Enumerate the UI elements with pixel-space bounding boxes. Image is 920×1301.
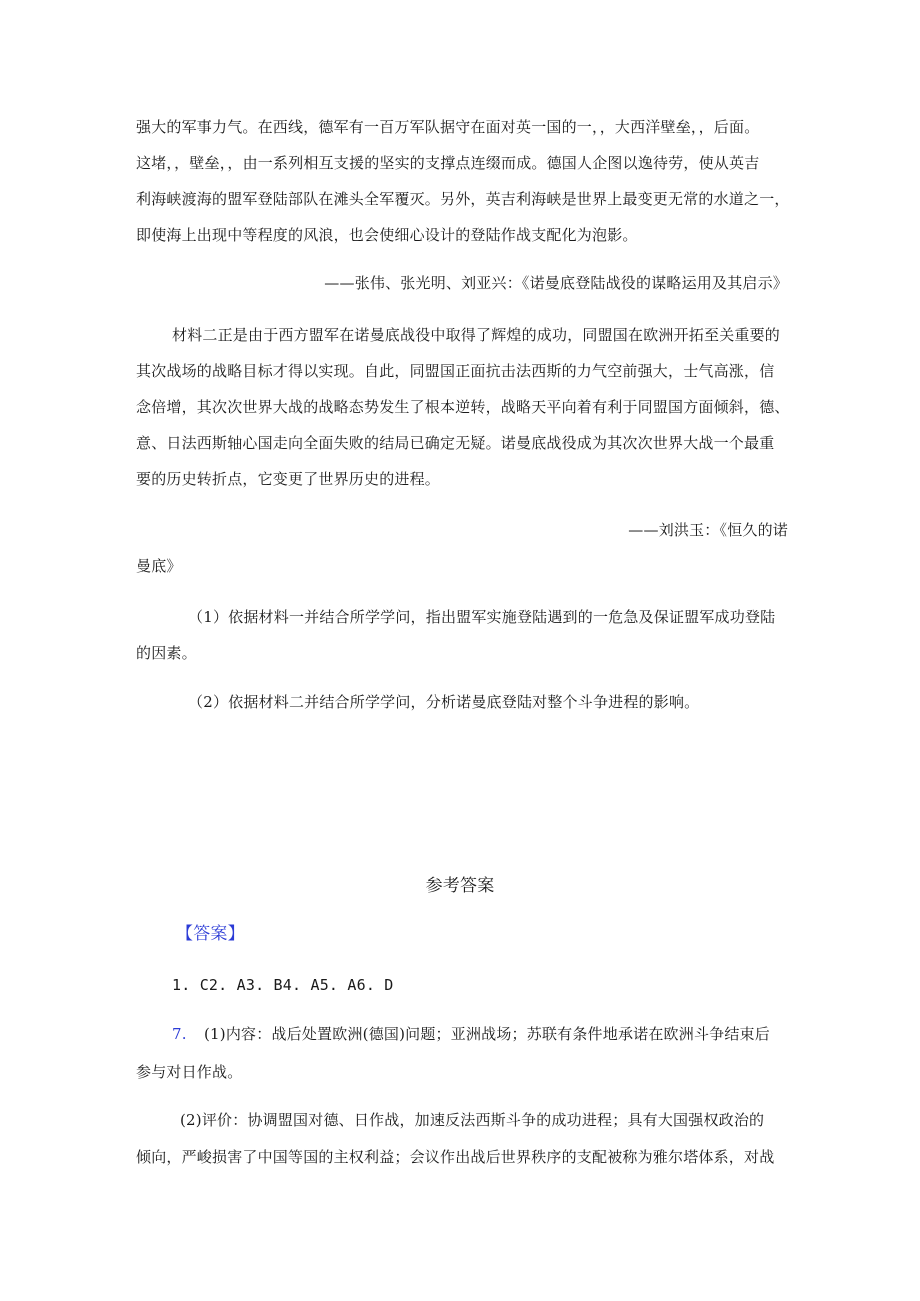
material2-line-3: 念倍增，其次次世界大战的战略态势发生了根本逆转，战略天平向着有利于同盟国方面倾斜，德、: [136, 398, 790, 416]
material2-source-line-1: ——刘洪玉：《恒久的诺: [628, 521, 788, 539]
answers-heading: 参考答案: [425, 876, 495, 896]
material2-source-line-2: 曼底》: [136, 557, 182, 575]
question-1-line-2: 的因素。: [136, 644, 197, 662]
material1-line-1: 强大的军事力气。在西线，德军有一百万军队据守在面对英一国的一，，大西洋壁垒，，后面。: [136, 118, 760, 136]
material1-line-2: 这堵，，壁垒，，由一系列相互支援的坚实的支撑点连缀而成。德国人企图以逸待劳，使从英吉: [136, 154, 760, 172]
material2-line-2: 其次战场的战略目标才得以实现。自此，同盟国正面抗击法西斯的力气空前强大，士气高涨，信: [136, 362, 775, 380]
question-1-line-1: （1）依据材料一并结合所学学问，指出盟军实施登陆遇到的一危急及保证盟军成功登陆: [188, 608, 776, 626]
multiple-choice-answers: 1. C2. A3. B4. A5. A6. D: [172, 976, 394, 994]
question-7-evaluation-line-1: (2)评价：协调盟国对德、日作战，加速反法西斯斗争的成功进程；具有大国强权政治的: [180, 1111, 765, 1129]
question-7-evaluation-line-2: 倾向，严峻损害了中国等国的主权利益；会议作出战后世界秩序的支配被称为雅尔塔体系，对战: [136, 1148, 775, 1166]
question-2: （2）依据材料二并结合所学学问，分析诺曼底登陆对整个斗争进程的影响。: [188, 693, 700, 711]
question-7-content-line-1: (1)内容：战后处置欧洲(德国)问题；亚洲战场；苏联有条件地承诺在欧洲斗争结束后: [204, 1025, 770, 1043]
material1-line-4: 即使海上出现中等程度的风浪，也会使细心设计的登陆作战支配化为泡影。: [136, 226, 638, 244]
material2-line-1: 材料二正是由于西方盟军在诺曼底战役中取得了辉煌的成功，同盟国在欧洲开拓至关重要的: [172, 326, 781, 344]
question-7-content-line-2: 参与对日作战。: [136, 1063, 243, 1081]
material1-source: ——张伟、张光明、刘亚兴：《诺曼底登陆战役的谋略运用及其启示》: [324, 274, 788, 292]
question-7-number: 7.: [172, 1025, 187, 1043]
material1-line-3: 利海峡渡海的盟军登陆部队在滩头全军覆灭。另外，英吉利海峡是世界上最变更无常的水道之一，: [136, 190, 790, 208]
material2-line-5: 要的历史转折点，它变更了世界历史的进程。: [136, 470, 441, 488]
material2-line-4: 意、日法西斯轴心国走向全面失败的结局已确定无疑。诺曼底战役成为其次次世界大战一个最重: [136, 434, 775, 452]
answer-tag: 【答案】: [176, 924, 245, 944]
